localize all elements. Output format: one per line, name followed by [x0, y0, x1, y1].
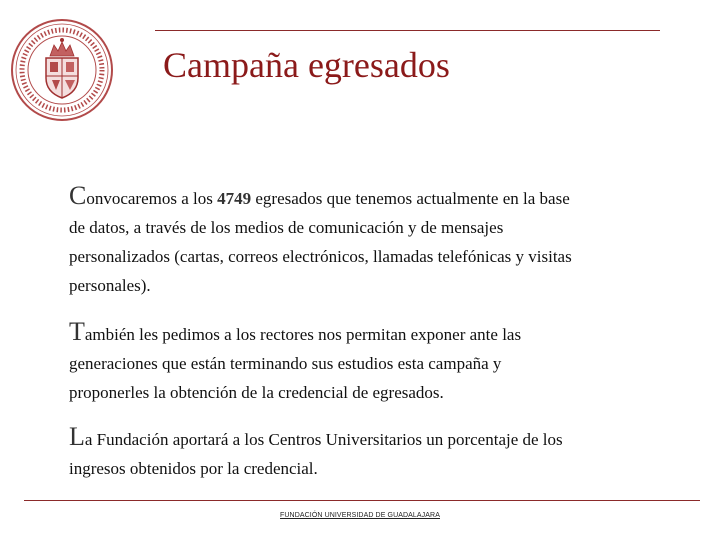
university-seal-icon: [10, 18, 114, 122]
paragraph-line: de datos, a través de los medios de comunicación y de mensajes: [69, 218, 504, 237]
paragraph-line: [69, 183, 679, 213]
graduates-count: 4749: [217, 189, 252, 208]
drop-initial: T: [69, 317, 85, 346]
paragraph-line: [69, 424, 679, 454]
paragraph-line: [69, 319, 679, 349]
paragraph-text: onvocaremos a los: [86, 189, 218, 208]
bottom-divider: [24, 500, 700, 501]
paragraph-text: egresados que tenemos actualmente en la base: [251, 189, 570, 208]
drop-initial: C: [69, 181, 87, 210]
paragraph-text: ambién les pedimos a los rectores nos permitan exponer ante las: [84, 325, 522, 344]
drop-initial: L: [69, 422, 85, 451]
paragraph-line: personalizados (cartas, correos electrónicos, llamadas telefónicas y visitas: [69, 247, 572, 266]
paragraph-line: generaciones que están terminando sus estudios esta campaña y: [69, 354, 502, 373]
top-divider: [155, 30, 660, 31]
footer-organization: FUNDACIÓN UNIVERSIDAD DE GUADALAJARA: [280, 512, 440, 519]
paragraph-text: a Fundación aportará a los Centros Universitarios un porcentaje de los: [84, 430, 563, 449]
slide-title: Campaña egresados: [163, 45, 450, 85]
paragraph-rectores: [69, 319, 679, 407]
paragraph-line: personales).: [69, 276, 151, 295]
paragraph-line: ingresos obtenidos por la credencial.: [69, 459, 318, 478]
paragraph-convocatoria: [69, 183, 679, 300]
paragraph-fundacion: [69, 424, 679, 483]
paragraph-line: proponerles la obtención de la credencial de egresados.: [69, 383, 444, 402]
